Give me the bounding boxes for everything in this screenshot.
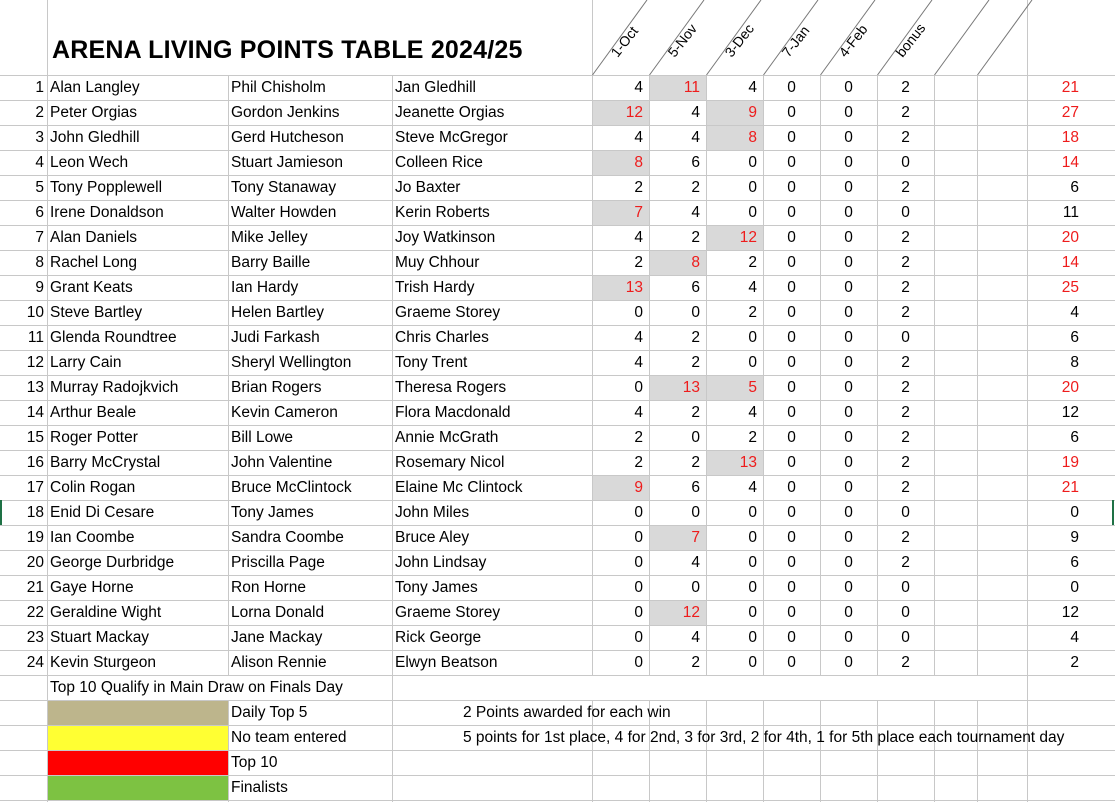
score-cell: 0 xyxy=(634,579,643,596)
score-cell: 0 xyxy=(844,79,853,96)
score-cell: 0 xyxy=(844,629,853,646)
player-1: Ian Coombe xyxy=(50,529,135,546)
score-cell: 0 xyxy=(787,129,796,146)
score-cell: 0 xyxy=(844,179,853,196)
player-3: Muy Chhour xyxy=(395,254,480,271)
total-cell: 21 xyxy=(1061,79,1079,96)
player-2: Bill Lowe xyxy=(231,429,294,446)
total-cell: 12 xyxy=(1061,604,1079,621)
score-cell: 2 xyxy=(901,229,910,246)
row-number: 8 xyxy=(35,254,44,271)
score-cell: 2 xyxy=(901,654,910,671)
score-cell: 0 xyxy=(787,454,796,471)
score-cell: 0 xyxy=(691,304,700,321)
total-cell: 21 xyxy=(1061,479,1079,496)
score-cell: 0 xyxy=(844,354,853,371)
score-cell: 7 xyxy=(691,529,700,546)
row-number: 18 xyxy=(26,504,44,521)
score-cell: 4 xyxy=(634,79,643,96)
player-3: Trish Hardy xyxy=(395,279,475,296)
player-1: Irene Donaldson xyxy=(50,204,164,221)
score-cell: 0 xyxy=(748,179,757,196)
note-win-points: 2 Points awarded for each win xyxy=(463,704,671,721)
score-cell: 0 xyxy=(844,229,853,246)
legend-swatch xyxy=(48,751,228,775)
score-cell: 0 xyxy=(691,579,700,596)
player-2: Tony Stanaway xyxy=(231,179,337,196)
player-1: Stuart Mackay xyxy=(50,629,150,646)
player-2: Sandra Coombe xyxy=(231,529,344,546)
player-1: Barry McCrystal xyxy=(50,454,161,471)
player-3: Tony Trent xyxy=(395,354,468,371)
score-cell: 4 xyxy=(634,229,643,246)
player-3: Kerin Roberts xyxy=(395,204,490,221)
player-3: Theresa Rogers xyxy=(395,379,507,396)
score-cell: 0 xyxy=(787,279,796,296)
score-cell: 0 xyxy=(691,429,700,446)
score-cell: 0 xyxy=(901,629,910,646)
player-2: Tony James xyxy=(231,504,314,521)
score-cell: 0 xyxy=(634,654,643,671)
row-number: 14 xyxy=(26,404,44,421)
player-3: Flora Macdonald xyxy=(395,404,511,421)
score-cell: 2 xyxy=(634,454,643,471)
player-1: Rachel Long xyxy=(50,254,138,271)
score-cell: 0 xyxy=(748,604,757,621)
score-cell: 0 xyxy=(844,529,853,546)
score-cell: 4 xyxy=(748,404,757,421)
score-cell: 0 xyxy=(844,429,853,446)
player-2: Ron Horne xyxy=(231,579,306,596)
legend-label: Finalists xyxy=(231,779,288,796)
score-cell: 2 xyxy=(901,429,910,446)
score-cell: 0 xyxy=(634,504,643,521)
score-cell: 0 xyxy=(844,579,853,596)
total-cell: 9 xyxy=(1070,529,1079,546)
player-3: Tony James xyxy=(395,579,478,596)
score-cell: 8 xyxy=(748,129,757,146)
score-cell: 4 xyxy=(748,479,757,496)
total-cell: 8 xyxy=(1070,354,1079,371)
row-number: 15 xyxy=(26,429,44,446)
player-2: Gerd Hutcheson xyxy=(231,129,344,146)
score-cell: 2 xyxy=(634,179,643,196)
total-cell: 0 xyxy=(1070,504,1079,521)
score-cell: 2 xyxy=(748,254,757,271)
row-number: 5 xyxy=(35,179,44,196)
player-2: Priscilla Page xyxy=(231,554,325,571)
date-header: 5-Nov xyxy=(664,20,701,60)
date-header: 7-Jan xyxy=(778,22,813,60)
total-cell: 11 xyxy=(1062,204,1079,221)
player-2: Ian Hardy xyxy=(231,279,299,296)
score-cell: 0 xyxy=(787,329,796,346)
score-cell: 11 xyxy=(683,79,700,96)
score-cell: 0 xyxy=(748,654,757,671)
row-number: 7 xyxy=(35,229,44,246)
row-number: 11 xyxy=(27,329,44,346)
score-cell: 0 xyxy=(787,404,796,421)
footer-note: Top 10 Qualify in Main Draw on Finals Day xyxy=(50,679,343,696)
player-3: Elaine Mc Clintock xyxy=(395,479,523,496)
player-1: Gaye Horne xyxy=(50,579,134,596)
total-cell: 18 xyxy=(1061,129,1079,146)
row-number: 19 xyxy=(26,529,44,546)
total-cell: 6 xyxy=(1070,429,1079,446)
score-cell: 0 xyxy=(787,304,796,321)
score-cell: 0 xyxy=(748,204,757,221)
score-cell: 0 xyxy=(844,329,853,346)
row-number: 10 xyxy=(26,304,44,321)
score-cell: 2 xyxy=(691,179,700,196)
row-number: 3 xyxy=(35,129,44,146)
player-1: Geraldine Wight xyxy=(50,604,162,621)
score-cell: 13 xyxy=(625,279,643,296)
total-cell: 25 xyxy=(1061,279,1079,296)
player-1: Peter Orgias xyxy=(50,104,138,121)
score-cell: 2 xyxy=(901,404,910,421)
score-cell: 0 xyxy=(901,604,910,621)
row-number: 21 xyxy=(26,579,44,596)
score-cell: 5 xyxy=(748,379,757,396)
score-cell: 9 xyxy=(634,479,643,496)
score-cell: 0 xyxy=(787,204,796,221)
date-header: 4-Feb xyxy=(835,21,871,60)
legend-swatch xyxy=(48,776,228,800)
player-1: Alan Langley xyxy=(50,79,140,96)
player-2: Gordon Jenkins xyxy=(231,104,340,121)
total-cell: 6 xyxy=(1070,329,1079,346)
score-cell: 0 xyxy=(901,504,910,521)
player-1: Larry Cain xyxy=(50,354,122,371)
score-cell: 0 xyxy=(634,304,643,321)
score-cell: 9 xyxy=(748,104,757,121)
score-cell: 0 xyxy=(844,379,853,396)
player-3: Graeme Storey xyxy=(395,604,501,621)
player-2: Judi Farkash xyxy=(231,329,320,346)
legend-label: No team entered xyxy=(231,729,347,746)
score-cell: 0 xyxy=(844,279,853,296)
score-cell: 0 xyxy=(787,654,796,671)
player-1: Steve Bartley xyxy=(50,304,143,321)
score-cell: 0 xyxy=(844,404,853,421)
total-cell: 14 xyxy=(1061,154,1079,171)
score-cell: 0 xyxy=(748,329,757,346)
total-cell: 6 xyxy=(1070,554,1079,571)
score-cell: 0 xyxy=(844,154,853,171)
score-cell: 2 xyxy=(691,354,700,371)
score-cell: 0 xyxy=(787,579,796,596)
score-cell: 0 xyxy=(787,104,796,121)
score-cell: 0 xyxy=(787,629,796,646)
score-cell: 0 xyxy=(634,379,643,396)
score-cell: 4 xyxy=(691,204,700,221)
player-1: George Durbridge xyxy=(50,554,175,571)
score-cell: 2 xyxy=(901,529,910,546)
player-2: Jane Mackay xyxy=(231,629,323,646)
player-2: Mike Jelley xyxy=(231,229,308,246)
legend-label: Top 10 xyxy=(231,754,278,771)
player-2: Barry Baille xyxy=(231,254,311,271)
player-3: John Lindsay xyxy=(395,554,487,571)
score-cell: 4 xyxy=(691,554,700,571)
score-cell: 2 xyxy=(901,479,910,496)
score-cell: 0 xyxy=(901,204,910,221)
legend-swatch xyxy=(48,701,228,725)
score-cell: 0 xyxy=(634,629,643,646)
score-cell: 4 xyxy=(691,129,700,146)
player-3: Jo Baxter xyxy=(395,179,461,196)
player-1: Kevin Sturgeon xyxy=(50,654,156,671)
row-number: 24 xyxy=(26,654,44,671)
score-cell: 0 xyxy=(787,79,796,96)
player-1: Arthur Beale xyxy=(50,404,137,421)
score-cell: 0 xyxy=(787,154,796,171)
player-2: Brian Rogers xyxy=(231,379,322,396)
score-cell: 2 xyxy=(748,304,757,321)
total-cell: 12 xyxy=(1061,404,1079,421)
player-1: Alan Daniels xyxy=(50,229,138,246)
player-1: Roger Potter xyxy=(50,429,138,446)
player-2: John Valentine xyxy=(231,454,333,471)
score-cell: 0 xyxy=(844,654,853,671)
player-2: Stuart Jamieson xyxy=(231,154,343,171)
score-cell: 2 xyxy=(901,104,910,121)
score-cell: 0 xyxy=(901,154,910,171)
score-cell: 2 xyxy=(901,79,910,96)
score-cell: 12 xyxy=(682,604,700,621)
row-number: 1 xyxy=(35,79,44,96)
note-placing-points: 5 points for 1st place, 4 for 2nd, 3 for 3rd, 2 for 4th, 1 for 5th place each tournament day xyxy=(463,729,1065,746)
row-number: 17 xyxy=(26,479,44,496)
player-3: Bruce Aley xyxy=(395,529,470,546)
score-cell: 2 xyxy=(901,179,910,196)
score-cell: 2 xyxy=(901,454,910,471)
score-cell: 6 xyxy=(691,279,700,296)
score-cell: 4 xyxy=(634,129,643,146)
row-number: 20 xyxy=(26,554,44,571)
player-1: Colin Rogan xyxy=(50,479,136,496)
score-cell: 4 xyxy=(748,79,757,96)
score-cell: 4 xyxy=(691,629,700,646)
score-cell: 2 xyxy=(901,129,910,146)
score-cell: 0 xyxy=(787,479,796,496)
score-cell: 0 xyxy=(748,504,757,521)
score-cell: 2 xyxy=(748,429,757,446)
player-2: Sheryl Wellington xyxy=(231,354,352,371)
row-number: 6 xyxy=(35,204,44,221)
score-cell: 2 xyxy=(901,379,910,396)
score-cell: 0 xyxy=(787,379,796,396)
score-cell: 8 xyxy=(691,254,700,271)
score-cell: 6 xyxy=(691,479,700,496)
score-cell: 0 xyxy=(748,579,757,596)
player-3: Elwyn Beatson xyxy=(395,654,498,671)
score-cell: 12 xyxy=(625,104,643,121)
score-cell: 2 xyxy=(901,254,910,271)
row-number: 23 xyxy=(26,629,44,646)
total-cell: 14 xyxy=(1061,254,1079,271)
score-cell: 2 xyxy=(691,654,700,671)
player-1: Grant Keats xyxy=(50,279,133,296)
score-cell: 0 xyxy=(634,604,643,621)
score-cell: 0 xyxy=(634,529,643,546)
score-cell: 0 xyxy=(748,529,757,546)
row-number: 4 xyxy=(35,154,44,171)
score-cell: 0 xyxy=(748,354,757,371)
score-cell: 0 xyxy=(787,179,796,196)
score-cell: 2 xyxy=(901,354,910,371)
score-cell: 2 xyxy=(634,254,643,271)
score-cell: 0 xyxy=(844,254,853,271)
score-cell: 0 xyxy=(844,304,853,321)
score-cell: 0 xyxy=(748,154,757,171)
score-cell: 0 xyxy=(844,479,853,496)
player-3: Joy Watkinson xyxy=(395,229,496,246)
player-1: Enid Di Cesare xyxy=(50,504,155,521)
score-cell: 4 xyxy=(634,404,643,421)
score-cell: 13 xyxy=(739,454,757,471)
score-cell: 0 xyxy=(787,229,796,246)
total-cell: 20 xyxy=(1061,379,1079,396)
score-cell: 6 xyxy=(691,154,700,171)
total-cell: 6 xyxy=(1070,179,1079,196)
score-cell: 0 xyxy=(901,329,910,346)
row-number: 16 xyxy=(26,454,44,471)
score-cell: 2 xyxy=(691,454,700,471)
total-cell: 19 xyxy=(1061,454,1079,471)
player-1: Murray Radojkvich xyxy=(50,379,179,396)
score-cell: 0 xyxy=(844,604,853,621)
player-3: Graeme Storey xyxy=(395,304,501,321)
score-cell: 0 xyxy=(787,354,796,371)
score-cell: 0 xyxy=(844,204,853,221)
score-cell: 2 xyxy=(634,429,643,446)
player-3: John Miles xyxy=(395,504,470,521)
date-header: 1-Oct xyxy=(607,23,642,60)
player-3: Rick George xyxy=(395,629,482,646)
score-cell: 0 xyxy=(901,579,910,596)
row-number: 22 xyxy=(26,604,44,621)
total-cell: 0 xyxy=(1070,579,1079,596)
score-cell: 0 xyxy=(748,629,757,646)
player-1: Leon Wech xyxy=(50,154,129,171)
score-cell: 2 xyxy=(901,279,910,296)
player-2: Lorna Donald xyxy=(231,604,325,621)
total-cell: 20 xyxy=(1061,229,1079,246)
score-cell: 4 xyxy=(748,279,757,296)
score-cell: 0 xyxy=(787,529,796,546)
player-3: Jeanette Orgias xyxy=(395,104,505,121)
score-cell: 4 xyxy=(634,354,643,371)
player-1: Tony Popplewell xyxy=(50,179,163,196)
score-cell: 2 xyxy=(901,304,910,321)
score-cell: 2 xyxy=(691,329,700,346)
row-number: 12 xyxy=(26,354,44,371)
row-number: 9 xyxy=(35,279,44,296)
player-2: Walter Howden xyxy=(231,204,337,221)
score-cell: 2 xyxy=(691,229,700,246)
player-2: Alison Rennie xyxy=(231,654,327,671)
page-title: ARENA LIVING POINTS TABLE 2024/25 xyxy=(52,36,523,64)
score-cell: 12 xyxy=(739,229,757,246)
total-cell: 2 xyxy=(1070,654,1079,671)
total-cell: 4 xyxy=(1070,304,1079,321)
player-2: Helen Bartley xyxy=(231,304,325,321)
score-cell: 0 xyxy=(844,129,853,146)
row-number: 13 xyxy=(26,379,44,396)
player-3: Annie McGrath xyxy=(395,429,499,446)
legend-label: Daily Top 5 xyxy=(231,704,308,721)
player-2: Bruce McClintock xyxy=(231,479,352,496)
score-cell: 13 xyxy=(682,379,700,396)
legend-swatch xyxy=(48,726,228,750)
score-cell: 0 xyxy=(787,504,796,521)
total-cell: 27 xyxy=(1061,104,1079,121)
score-cell: 0 xyxy=(787,604,796,621)
player-1: Glenda Roundtree xyxy=(50,329,177,346)
score-cell: 0 xyxy=(787,254,796,271)
score-cell: 0 xyxy=(748,554,757,571)
player-2: Phil Chisholm xyxy=(231,79,326,96)
total-cell: 4 xyxy=(1070,629,1079,646)
score-cell: 2 xyxy=(691,404,700,421)
player-3: Jan Gledhill xyxy=(395,79,476,96)
score-cell: 2 xyxy=(901,554,910,571)
score-cell: 4 xyxy=(691,104,700,121)
player-3: Steve McGregor xyxy=(395,129,508,146)
score-cell: 8 xyxy=(634,154,643,171)
score-cell: 0 xyxy=(787,429,796,446)
date-header: bonus xyxy=(892,20,929,61)
score-cell: 0 xyxy=(844,454,853,471)
score-cell: 0 xyxy=(844,504,853,521)
player-3: Chris Charles xyxy=(395,329,489,346)
score-cell: 7 xyxy=(634,204,643,221)
row-number: 2 xyxy=(35,104,44,121)
score-cell: 0 xyxy=(691,504,700,521)
player-1: John Gledhill xyxy=(50,129,140,146)
score-cell: 0 xyxy=(844,554,853,571)
score-cell: 0 xyxy=(787,554,796,571)
score-cell: 0 xyxy=(634,554,643,571)
player-3: Rosemary Nicol xyxy=(395,454,505,471)
player-2: Kevin Cameron xyxy=(231,404,338,421)
score-cell: 4 xyxy=(634,329,643,346)
player-3: Colleen Rice xyxy=(395,154,483,171)
score-cell: 0 xyxy=(844,104,853,121)
date-header: 3-Dec xyxy=(721,20,758,60)
